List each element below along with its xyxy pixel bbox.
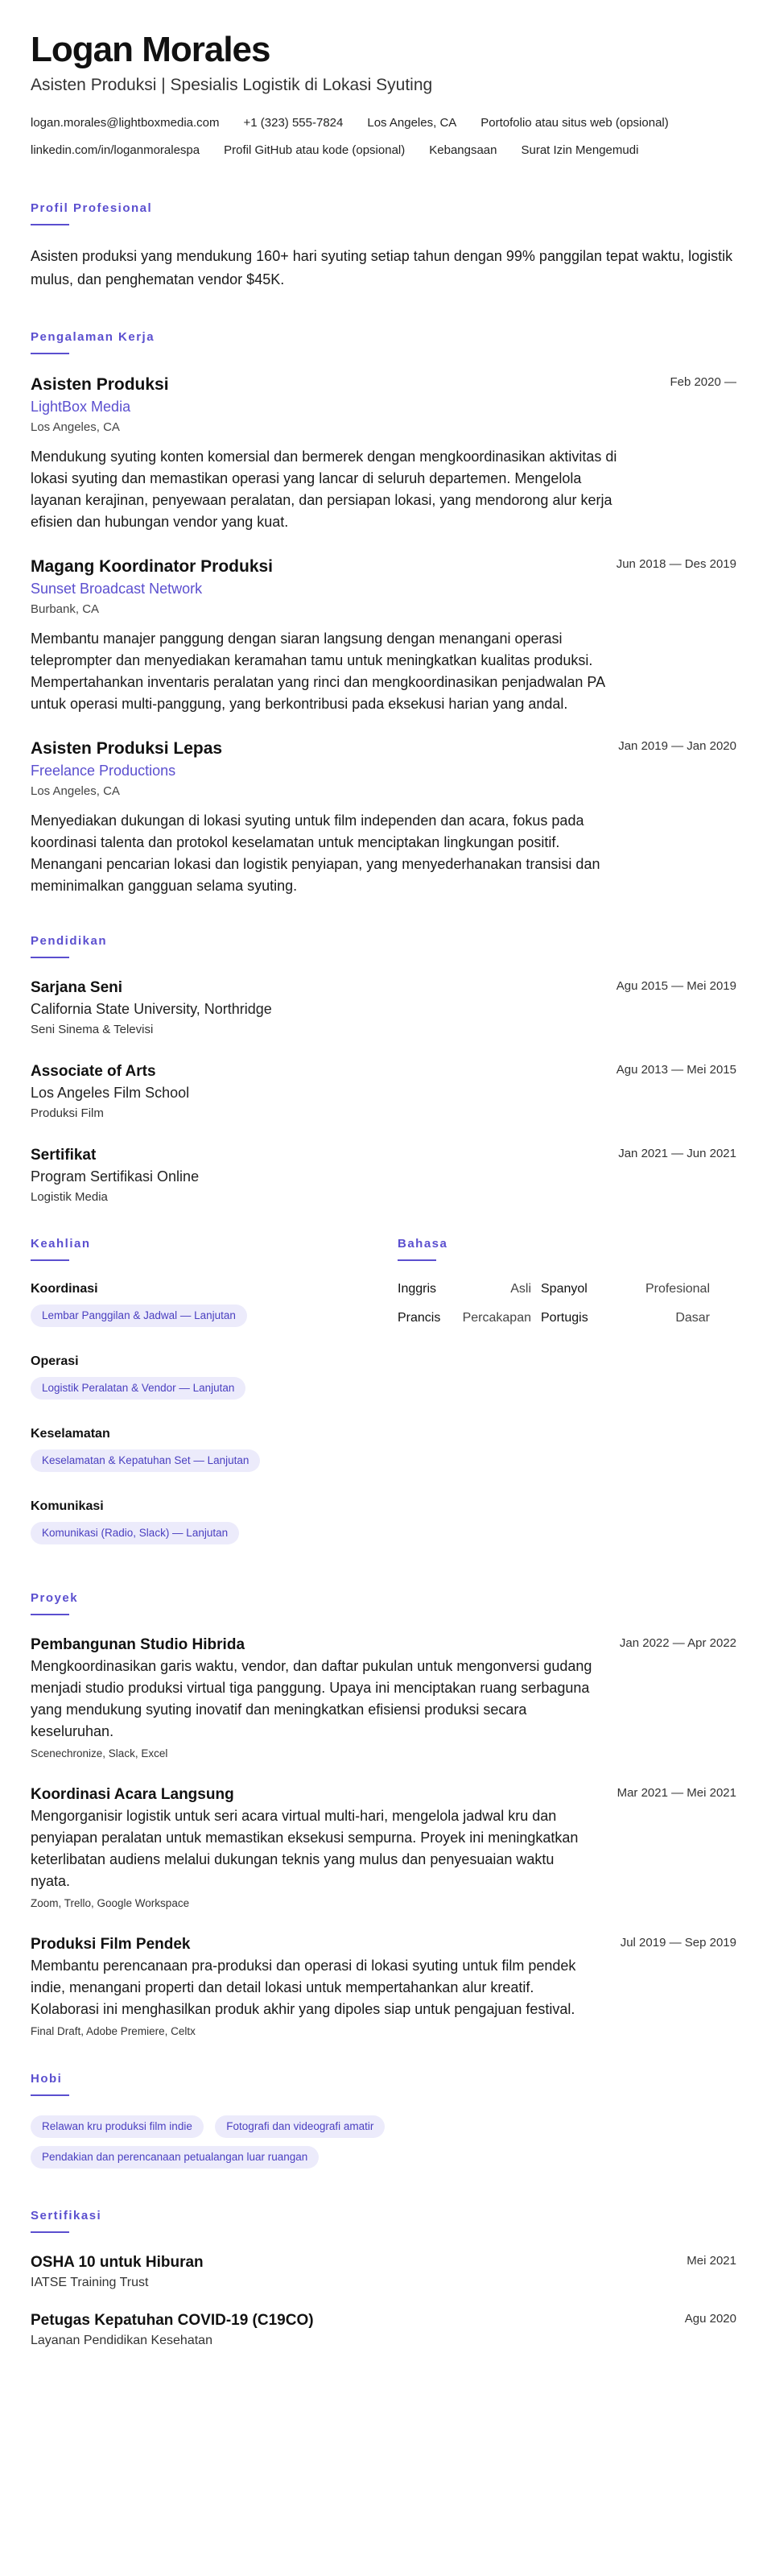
field-of-study: Seni Sinema & Televisi (31, 1023, 154, 1036)
job-title: Asisten Produksi (31, 375, 169, 394)
language-name: Spanyol (541, 1282, 588, 1296)
company-name: Freelance Productions (31, 763, 176, 779)
entry-date: Jun 2018 — Des 2019 (616, 557, 736, 571)
section-divider (31, 1614, 69, 1615)
job-location: Los Angeles, CA (31, 420, 120, 434)
project-description: Mengorganisir logistik untuk seri acara virtual multi-hari, mengelola jadwal kru dan penyiapan peralatan untuk memastikan eksekusi sempurna. Proyek ini meningkatkan keterlibatan audiens melalui dukungan teknis yang mulus dan penyesuaian waktu nyata. (31, 1808, 579, 1889)
contact-location: Los Angeles, CA (367, 116, 457, 130)
contact-email[interactable]: logan.morales@lightboxmedia.com (31, 116, 220, 130)
skill-group (31, 1353, 398, 1408)
field-of-study: Logistik Media (31, 1190, 108, 1204)
entry-date: Agu 2013 — Mei 2015 (616, 1063, 736, 1077)
hobby-chip: Pendakian dan perencanaan petualangan luar ruangan (31, 2146, 319, 2169)
job-location: Burbank, CA (31, 602, 100, 616)
skill-chip: Komunikasi (Radio, Slack) — Lanjutan (31, 1522, 239, 1544)
section-divider (31, 957, 69, 958)
contact-driving-license: Surat Izin Mengemudi (521, 143, 639, 157)
skills-section (31, 1235, 398, 1570)
job-description: Membantu manajer panggung dengan siaran langsung dengan menangani operasi teleprompter dan menyediakan keramahan tamu untuk meningkatkan kualitas produksi. Mempertahankan inventaris peralatan yang rinci dan mengkoordinasikan penjadwalan PA untuk operasi multi-panggung, yang berkontribusi pada eksekusi harian yang andal. (31, 631, 605, 712)
job-title: Magang Koordinator Produksi (31, 557, 274, 576)
entry-date: Jul 2019 — Sep 2019 (620, 1936, 736, 1950)
job-location: Los Angeles, CA (31, 784, 120, 798)
section-divider (398, 1259, 436, 1261)
job-description: Menyediakan dukungan di lokasi syuting untuk film independen dan acara, fokus pada koordinasi talenta dan protokol keselamatan untuk menciptakan lingkungan positif. Menangani pencarian lokasi dan logistik penyiapan, yang menyederhanakan transisi dan meminimalkan gangguan selama syuting. (31, 812, 600, 894)
language-name: Portugis (541, 1311, 588, 1325)
degree-title: Sarjana Seni (31, 979, 123, 996)
language-item (541, 1309, 710, 1327)
contact-phone: +1 (323) 555-7824 (243, 116, 344, 130)
project-tools: Zoom, Trello, Google Workspace (31, 1897, 190, 1909)
entry-date: Feb 2020 — (670, 375, 736, 389)
languages-grid (398, 1280, 736, 1327)
projects-section (31, 1590, 736, 2040)
section-title: Keahlian (31, 1237, 91, 1251)
hobby-list (31, 2115, 594, 2177)
entry-date: Agu 2020 (684, 2312, 736, 2326)
entry-date: Agu 2015 — Mei 2019 (616, 979, 736, 993)
education-entry (31, 978, 736, 1039)
section-divider (31, 1259, 69, 1261)
language-level: Percakapan (462, 1311, 531, 1325)
entry-date: Jan 2021 — Jun 2021 (618, 1147, 736, 1160)
project-entry (31, 1934, 736, 2040)
skill-chip: Lembar Panggilan & Jadwal — Lanjutan (31, 1305, 247, 1327)
project-name: Pembangunan Studio Hibrida (31, 1636, 245, 1653)
skill-group (31, 1425, 398, 1480)
skill-category: Koordinasi (31, 1282, 98, 1296)
experience-section (31, 329, 736, 897)
skill-group (31, 1280, 398, 1335)
contact-info (31, 110, 736, 164)
certification-name: OSHA 10 untuk Hiburan (31, 2254, 204, 2271)
job-description: Mendukung syuting konten komersial dan bermerek dengan mengkoordinasikan aktivitas di lokasi syuting dan memastikan operasi yang lancar di seluruh departemen. Mengelola layanan kerajinan, penyewaan peralatan, dan persiapan lokasi, yang mendorong alur kerja efisien dan hubungan vendor yang kuat. (31, 449, 617, 530)
project-entry (31, 1635, 736, 1762)
entry-date: Mar 2021 — Mei 2021 (616, 1786, 736, 1800)
degree-title: Associate of Arts (31, 1063, 156, 1080)
experience-entry (31, 738, 736, 897)
entry-date: Mei 2021 (687, 2254, 736, 2268)
profile-section (31, 200, 736, 292)
candidate-headline: Asisten Produksi | Spesialis Logistik di Lokasi Syuting (31, 76, 433, 94)
school-name: California State University, Northridge (31, 1001, 272, 1017)
project-description: Mengkoordinasikan garis waktu, vendor, dan daftar pukulan untuk mengonversi gudang menjadi studio produksi virtual tiga panggung. Upaya ini menciptakan ruang serbaguna yang mendukung syuting inovatif dan meningkatkan efisiensi produksi secara keseluruhan. (31, 1658, 592, 1739)
certification-issuer: Layanan Pendidikan Kesehatan (31, 2334, 212, 2347)
school-name: Los Angeles Film School (31, 1085, 190, 1101)
certifications-section (31, 2207, 736, 2351)
language-name: Inggris (398, 1282, 437, 1296)
school-name: Program Sertifikasi Online (31, 1168, 200, 1185)
contact-github[interactable]: Profil GitHub atau kode (opsional) (224, 143, 406, 157)
section-divider (31, 224, 69, 225)
language-level: Profesional (645, 1282, 710, 1296)
section-title: Profil Profesional (31, 201, 153, 215)
skill-category: Operasi (31, 1354, 79, 1368)
language-level: Asli (510, 1282, 531, 1296)
resume-header (31, 29, 736, 164)
languages-section (398, 1235, 736, 1570)
education-entry (31, 1145, 736, 1206)
section-title: Pengalaman Kerja (31, 330, 155, 344)
section-divider (31, 2094, 69, 2096)
hobby-chip: Relawan kru produksi film indie (31, 2115, 204, 2138)
language-name: Prancis (398, 1311, 441, 1325)
language-item (398, 1280, 541, 1298)
language-item (541, 1280, 710, 1298)
profile-summary: Asisten produksi yang mendukung 160+ hari syuting setiap tahun dengan 99% panggilan tepat waktu, logistik mulus, dan penghematan vendor $45K. (31, 248, 733, 287)
section-divider (31, 2231, 69, 2233)
certification-entry (31, 2310, 736, 2351)
hobby-chip: Fotografi dan videografi amatir (215, 2115, 385, 2138)
company-name: Sunset Broadcast Network (31, 581, 203, 597)
certification-entry (31, 2252, 736, 2293)
section-title: Sertifikasi (31, 2209, 102, 2222)
hobbies-section (31, 2070, 736, 2177)
project-tools: Scenechronize, Slack, Excel (31, 1747, 168, 1759)
project-description: Membantu perencanaan pra-produksi dan operasi di lokasi syuting untuk film pendek indie, menangani properti dan detail lokasi untuk mempertahankan alur kreatif. Kolaborasi ini menghasilkan produk akhir yang dipoles siap untuk pengajuan festival. (31, 1958, 576, 2017)
company-name: LightBox Media (31, 399, 131, 415)
project-tools: Final Draft, Adobe Premiere, Celtx (31, 2025, 196, 2037)
project-name: Produksi Film Pendek (31, 1936, 191, 1953)
contact-portfolio[interactable]: Portofolio atau situs web (opsional) (480, 116, 669, 130)
education-section (31, 932, 736, 1206)
certification-name: Petugas Kepatuhan COVID-19 (C19CO) (31, 2312, 314, 2329)
contact-linkedin[interactable]: linkedin.com/in/loganmoralespa (31, 143, 200, 157)
skill-category: Komunikasi (31, 1499, 104, 1513)
language-item (398, 1309, 541, 1327)
entry-date: Jan 2022 — Apr 2022 (619, 1636, 736, 1650)
skills-languages-row (31, 1235, 736, 1570)
education-entry (31, 1061, 736, 1123)
language-level: Dasar (675, 1311, 710, 1325)
certification-issuer: IATSE Training Trust (31, 2276, 149, 2289)
contact-nationality: Kebangsaan (429, 143, 497, 157)
candidate-name: Logan Morales (31, 30, 270, 69)
section-title: Proyek (31, 1591, 79, 1605)
degree-title: Sertifikat (31, 1147, 97, 1164)
experience-entry (31, 556, 736, 715)
entry-date: Jan 2019 — Jan 2020 (618, 739, 736, 753)
field-of-study: Produksi Film (31, 1106, 104, 1120)
project-entry (31, 1784, 736, 1912)
skill-category: Keselamatan (31, 1427, 110, 1441)
project-name: Koordinasi Acara Langsung (31, 1786, 234, 1803)
skill-group (31, 1498, 398, 1553)
section-title: Pendidikan (31, 934, 108, 948)
section-divider (31, 353, 69, 354)
skill-chip: Keselamatan & Kepatuhan Set — Lanjutan (31, 1449, 260, 1472)
section-title: Bahasa (398, 1237, 448, 1251)
section-title: Hobi (31, 2072, 63, 2086)
job-title: Asisten Produksi Lepas (31, 739, 223, 758)
skill-chip: Logistik Peralatan & Vendor — Lanjutan (31, 1377, 245, 1400)
experience-entry (31, 374, 736, 533)
